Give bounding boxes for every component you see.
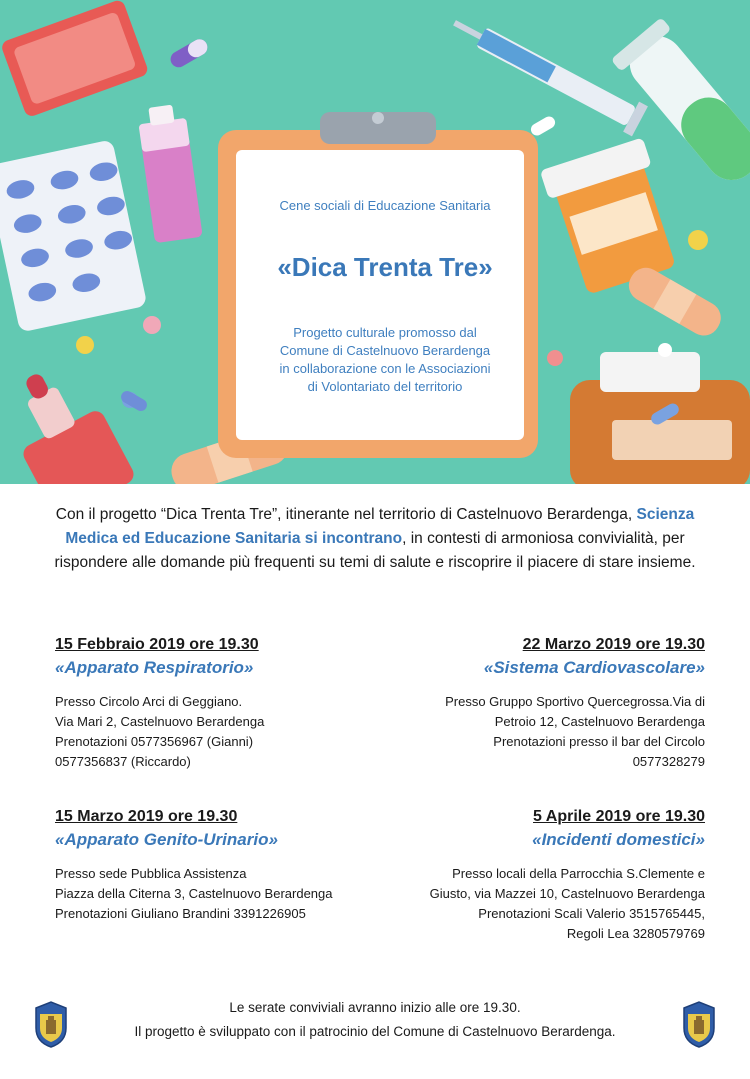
promo-line: Comune di Castelnuovo Berardenga [279,343,491,358]
event-title: «Apparato Genito-Urinario» [55,830,278,849]
event-detail-line: Presso locali della Parrocchia S.Clemente e [452,866,705,881]
capsule-icon [168,36,211,70]
event-details [385,864,705,944]
municipal-crest-icon-left [32,1000,70,1048]
clipboard-icon [218,112,538,458]
event-detail-line: Prenotazioni Giuliano Brandini 3391226905 [55,906,306,921]
footer-line-patronage: Il progetto è sviluppato con il patrocinio del Comune di Castelnuovo Berardenga. [134,1024,616,1039]
event-detail-line: 0577328279 [632,754,705,769]
blister-pack-icon [0,139,147,332]
promo-line: Progetto culturale promosso dal [293,325,477,340]
event-date: 5 Aprile 2019 ore 19.30 [533,808,705,825]
event-date: 15 Febbraio 2019 ore 19.30 [55,636,259,653]
event-detail-line: Prenotazioni presso il bar del Circolo [493,734,705,749]
event-detail-line: Prenotazioni 0577356967 (Gianni) [55,734,254,749]
event-title: «Apparato Respiratorio» [55,658,254,677]
event-detail-line: 0577356837 (Riccardo) [55,754,191,769]
event-title: «Sistema Cardiovascolare» [483,658,705,677]
promo-line: di Volontariato del territorio [307,379,463,394]
event-card-incidenti [385,808,705,944]
event-detail-line: Prenotazioni Scali Valerio 3515765445, [478,906,705,921]
footer-notes [100,996,650,1044]
clipboard-title: «Dica Trenta Tre» [277,252,493,282]
dropper-bottle-icon [0,355,137,484]
marker-icon [136,103,202,243]
medical-supplies-illustration [0,0,750,484]
event-detail-line: Via Mari 2, Castelnuovo Berardenga [55,714,265,729]
event-details [385,692,705,772]
pill-bottle-icon [540,137,684,297]
event-detail-line: Giusto, via Mazzei 10, Castelnuovo Berardenga [429,886,705,901]
footer-line-start-time: Le serate conviviali avranno inizio alle ore 19.30. [229,1000,521,1015]
event-detail-line: Petroio 12, Castelnuovo Berardenga [494,714,705,729]
intro-text-part2: , in contesti di armoniosa convivialità, per rispondere alle domande più frequenti su temi di salute e riscoprire il piacere di stare insieme. [54,530,696,571]
intro-text-part1: Con il progetto “Dica Trenta Tre”, itinerante nel territorio di Castelnuovo Berardenga, [55,506,633,523]
event-card-cardiovascolare [385,636,705,772]
event-detail-line: Piazza della Citerna 3, Castelnuovo Berardenga [55,886,333,901]
municipal-crest-icon-right [680,1000,718,1048]
event-details [55,692,375,772]
intro-highlight: Scienza Medica ed Educazione Sanitaria si incontrano [65,506,695,547]
event-details [55,864,375,924]
event-date: 15 Marzo 2019 ore 19.30 [55,808,238,825]
clipboard-promo [240,324,530,396]
intro-paragraph [30,503,720,575]
event-detail-line: Presso sede Pubblica Assistenza [55,866,247,881]
event-detail-line: Presso Circolo Arci di Geggiano. [55,694,243,709]
event-detail-line: Regoli Lea 3280579769 [566,926,705,941]
event-card-respiratorio [55,636,375,772]
bandage-icon [623,262,727,341]
hero-illustration [0,0,750,484]
pill-box-icon [0,0,149,118]
event-title: «Incidenti domestici» [532,830,705,849]
promo-line: in collaborazione con le Associazioni [279,361,491,376]
event-card-genito-urinario [55,808,375,924]
event-date: 22 Marzo 2019 ore 19.30 [522,636,705,653]
clipboard-subtitle: Cene sociali di Educazione Sanitaria [279,198,491,213]
event-detail-line: Presso Gruppo Sportivo Quercegrossa.Via di [445,694,705,709]
